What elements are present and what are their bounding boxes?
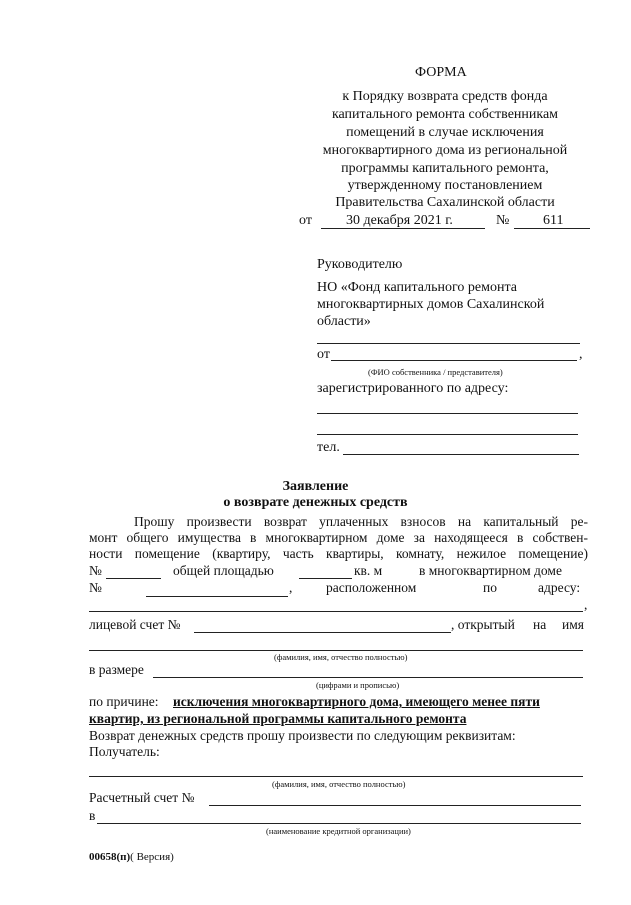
account-label: лицевой счет № [89,617,181,632]
addressee-org-line-2: многоквартирных домов Сахалинской [317,297,545,312]
applicant-caption: (ФИО собственника / представителя) [368,367,503,377]
header-line-7: Правительства Сахалинской области [335,195,555,210]
opened-label: , открытый [451,617,515,632]
address-line-2 [317,434,578,435]
applicant-from-label: от [317,347,330,362]
bank-line [97,823,581,824]
house-address-comma: , [584,597,588,612]
settlement-label: Расчетный счет № [89,790,195,805]
header-line-1: к Порядку возврата средств фонда [342,89,548,104]
house-no-line [146,596,288,597]
reason-label: по причине: [89,694,159,709]
decree-from-label: от [299,213,312,228]
reason-line-2: квартир, из региональной программы капитального ремонта [89,711,467,726]
na-label: на [533,617,547,632]
room-no-line [106,578,161,579]
po-label: по [483,580,497,595]
applicant-name-line [331,360,577,361]
sqm-label: кв. м [354,563,383,578]
header-line-2: капитального ремонта собственникам [331,107,559,122]
decree-date: 30 декабря 2021 г. [346,213,453,228]
name-label: имя [562,617,584,632]
header-line-5: программы капитального ремонта, [341,161,549,176]
registered-label: зарегистрированного по адресу: [317,381,509,396]
settlement-line [209,805,581,806]
recipient-line [89,776,583,777]
form-title: ФОРМА [415,65,467,80]
statement-subtitle: о возврате денежных средств [223,495,408,510]
amount-label: в размере [89,662,144,677]
reason-line-1: исключения многоквартирного дома, имеющего менее пяти [173,694,540,709]
footer-version [89,851,174,864]
recipient-label: Получатель: [89,744,160,759]
area-label: общей площадью [173,563,274,578]
account-line [194,632,451,633]
house-no-comma: , [289,580,293,595]
addressee-to-label: Руководителю [317,257,403,272]
decree-date-underline [321,228,485,229]
header-line-3: помещений в случае исключения [346,125,544,140]
body-line-3: ности помещение (квартиру, часть квартиры, комнату, нежилое помещение) [89,546,588,561]
bank-label: в [89,808,96,823]
addressee-blank-line-1 [317,343,580,344]
applicant-comma: , [579,347,583,362]
amount-line [153,677,583,678]
house-address-line [89,611,583,612]
house-no-label: № [89,580,102,595]
decree-number-underline [514,228,590,229]
phone-line [343,454,579,455]
header-line-6: утвержденному постановлением [347,178,543,193]
recipient-caption: (фамилия, имя, отчество полностью) [272,779,406,789]
phone-label: тел. [317,440,340,455]
area-line [299,578,352,579]
addressee-org-line-1: НО «Фонд капитального ремонта [317,280,517,295]
address-label: адресу: [538,580,581,595]
account-holder-line [89,650,583,651]
bank-caption: (наименование кредитной организации) [266,826,411,836]
in-house-label: в многоквартирном доме [419,563,562,578]
located-label: расположенном [326,580,417,595]
amount-caption: (цифрами и прописью) [316,680,400,690]
account-holder-caption: (фамилия, имя, отчество полностью) [274,652,408,662]
decree-number-label: № [496,213,510,228]
statement-title: Заявление [282,479,349,494]
addressee-org-line-3: области» [317,314,371,329]
header-line-4: многоквартирного дома из региональной [322,143,568,158]
body-line-2: монт общего имущества в многоквартирном доме за находящееся в собствен- [89,530,588,545]
footer-code: 00658(п) [89,851,131,863]
body-line-1: Прошу произвести возврат уплаченных взносов на капитальный ре- [134,514,588,529]
footer-version-text: ( Версия) [130,851,174,863]
requisites-label: Возврат денежных средств прошу произвести по следующим реквизитам: [89,728,516,743]
decree-number: 611 [543,213,564,228]
address-line-1 [317,413,578,414]
room-no-label: № [89,563,102,578]
